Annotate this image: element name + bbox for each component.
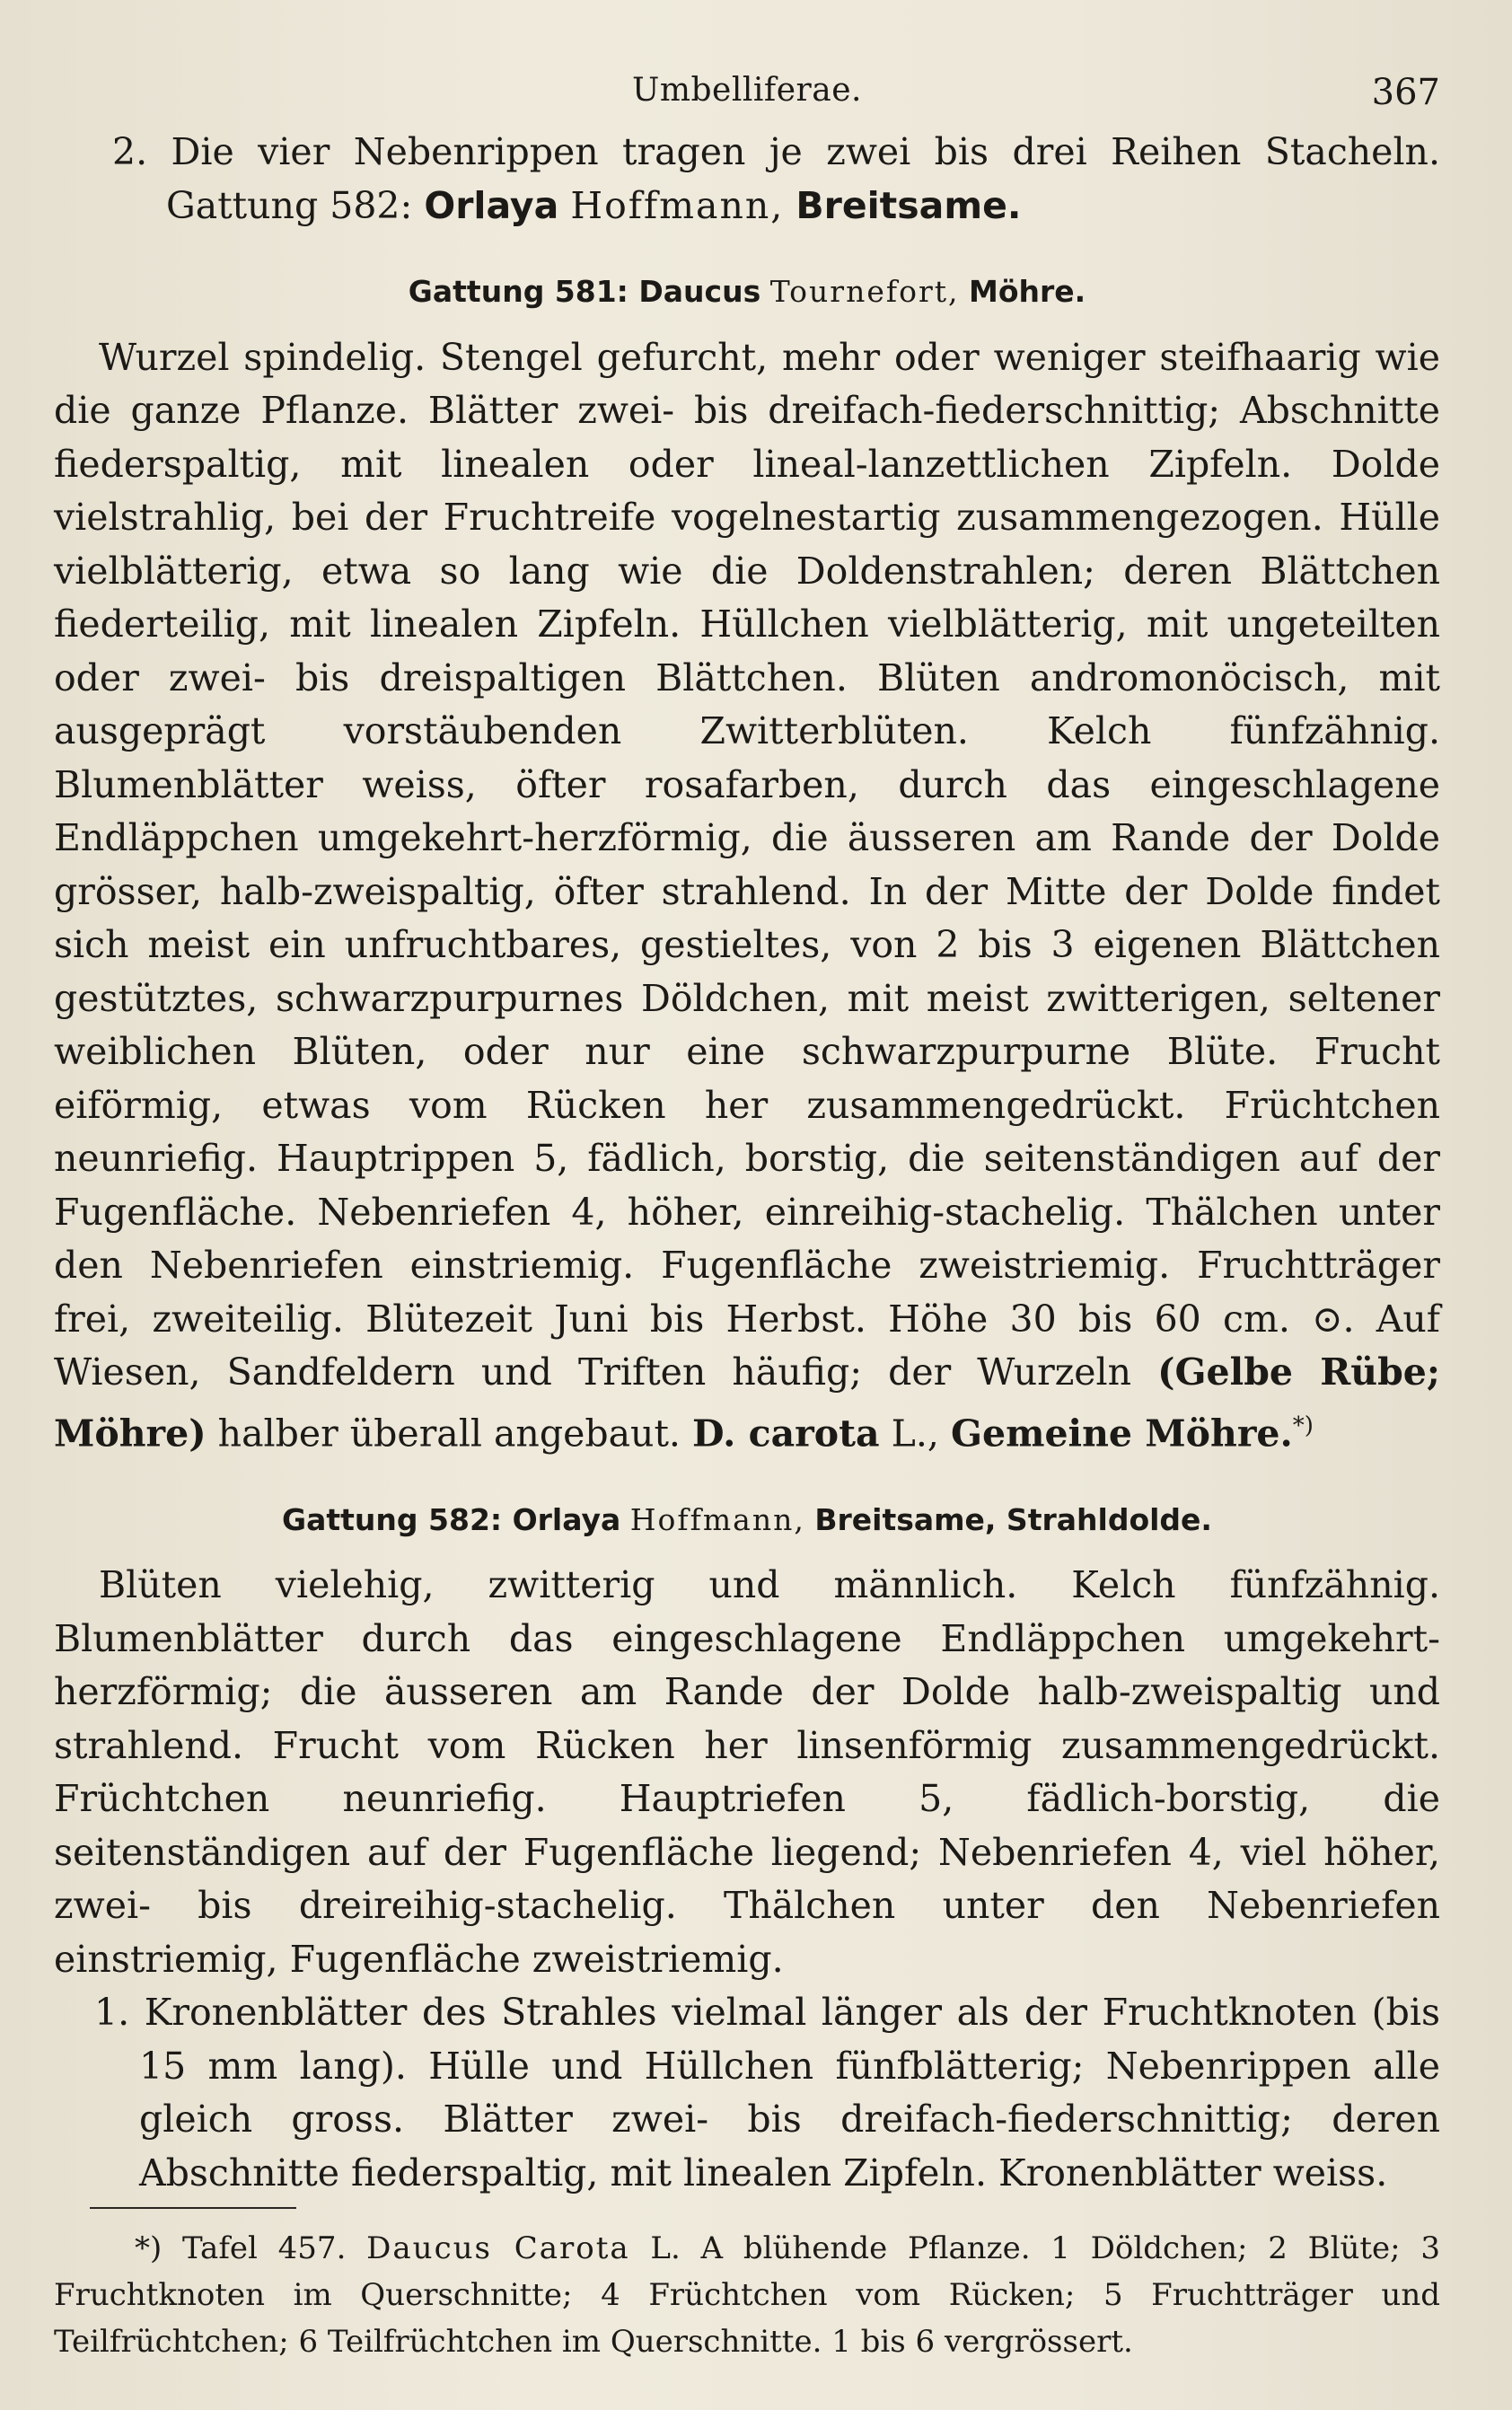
footnote-species: Daucus Carota	[366, 2230, 630, 2267]
genus-582-common: Breitsame, Strahldolde.	[814, 1501, 1212, 1537]
genus-581-label: Gattung 581: Daucus	[408, 274, 761, 309]
daucus-species: D. carota	[692, 1412, 880, 1456]
daucus-species-author: L.,	[879, 1412, 951, 1456]
key-item-2-genus: Orlaya	[424, 183, 559, 227]
genus-582-label: Gattung 582: Orlaya	[282, 1501, 621, 1537]
key-item-2	[54, 126, 1440, 233]
body-text	[54, 126, 1440, 2200]
key-item-2-author: Hoffmann,	[570, 183, 785, 227]
genus-heading-582	[54, 1493, 1440, 1547]
genus-582-author: Hoffmann,	[629, 1501, 805, 1537]
running-title: Umbelliferae.	[632, 72, 862, 109]
running-header	[54, 72, 1440, 126]
genus-581-common: Möhre.	[968, 274, 1086, 309]
footnote-text-b: L. A blühende Pflanze. 1 Döldchen; 2 Blüte; 3 Fruchtknoten im Querschnitte; 4 Früchtchen vom Rücken; 5 Fruchtträger und Teilfrüchtchen; 6 Teilfrüchtchen im Querschnitte. 1 bis 6 vergrössert.	[54, 2230, 1440, 2361]
footnote-marker: *)	[135, 2230, 163, 2267]
footnote-reference: *)	[1292, 1412, 1314, 1439]
genus-581-author: Tournefort,	[769, 274, 960, 309]
footnote-divider	[90, 2207, 296, 2209]
orlaya-key-item-1: 1. Kronenblätter des Strahles vielmal länger als der Fruchtknoten (bis 15 mm lang). Hülle und Hüllchen fünfblätterig; Nebenrippen alle gleich gross. Blätter zwei- bis dreifach-fiederschnittig; deren Abschnitte fiederspaltig, mit linealen Zipfeln. Kronenblätter weiss.	[94, 1991, 1440, 2195]
page-number: 367	[1371, 72, 1440, 113]
footnote	[54, 2225, 1440, 2365]
daucus-text-a: Wurzel spindelig. Stengel gefurcht, mehr oder weniger steifhaarig wie die ganze Pflanze. Blätter zwei- bis dreifach-fiederschnittig; Abschnitte fiederspaltig, mit linealen oder lineal-lanzettlichen Zipfeln. Dolde vielstrahlig, bei der Fruchtreife vogelnestartig zusammengezogen. Hülle vielblätterig, etwa so lang wie die Doldenstrahlen; deren Blättchen fiederteilig, mit linealen Zipfeln. Hüllchen vielblätterig, mit ungeteilten oder zwei- bis dreispaltigen Blättchen. Blüten andromonöcisch, mit ausgeprägt vorstäubenden Zwitterblüten. Kelch fünfzähnig. Blumenblätter weiss, öfter rosafarben, durch das eingeschlagene Endläppchen umgekehrt-herzförmig, die äusseren am Rande der Dolde grösser, halb-zweispaltig, öfter strahlend. In der Mitte der Dolde findet sich meist ein unfruchtbares, gestieltes, von 2 bis 3 eigenen Blättchen gestütztes, schwarzpurpurnes Döldchen, mit meist zwitterigen, seltener weiblichen Blüten, oder nur eine schwarzpurpurne Blüte. Frucht eiförmig, etwas vom Rücken her zusammengedrückt. Früchtchen neunriefig. Hauptrippen 5, fädlich, borstig, die seitenständigen auf der Fugenfläche. Nebenriefen 4, höher, einreihig-stachelig. Thälchen unter den Nebenriefen einstriemig. Fugenfläche zweistriemig. Fruchtträger frei, zweiteilig. Blütezeit Juni bis Herbst. Höhe 30 bis 60 cm. ⊙. Auf Wiesen, Sandfeldern und Triften häufig; der Wurzeln	[54, 335, 1440, 1394]
genus-heading-581	[54, 265, 1440, 319]
footnote-text-a: Tafel 457.	[162, 2230, 367, 2267]
key-item-2-common: Breitsame.	[796, 183, 1022, 227]
daucus-common-names: (Gelbe Rübe; Möhre)	[54, 1350, 1441, 1456]
daucus-species-common: Gemeine Möhre.	[950, 1412, 1293, 1456]
orlaya-description: Blüten vielehig, zwitterig und männlich. Kelch fünfzähnig. Blumenblätter durch das eingeschlagene Endläppchen umgekehrt-herzförmig; die äusseren am Rande der Dolde halb-zweispaltig und strahlend. Frucht vom Rücken her linsenförmig zusammengedrückt. Früchtchen neunriefig. Hauptriefen 5, fädlich-borstig, die seitenständigen auf der Fugenfläche liegend; Nebenriefen 4, viel höher, zwei- bis dreireihig-stachelig. Thälchen unter den Nebenriefen einstriemig, Fugenfläche zweistriemig.	[54, 1563, 1440, 1981]
daucus-text-b: halber überall angebaut.	[206, 1412, 692, 1456]
key-item-2-text: 2. Die vier Nebenrippen tragen je zwei bis drei Reihen Stacheln. Gattung 582:	[112, 130, 1440, 227]
footnote-text	[54, 2225, 1440, 2365]
daucus-description	[54, 331, 1440, 1461]
